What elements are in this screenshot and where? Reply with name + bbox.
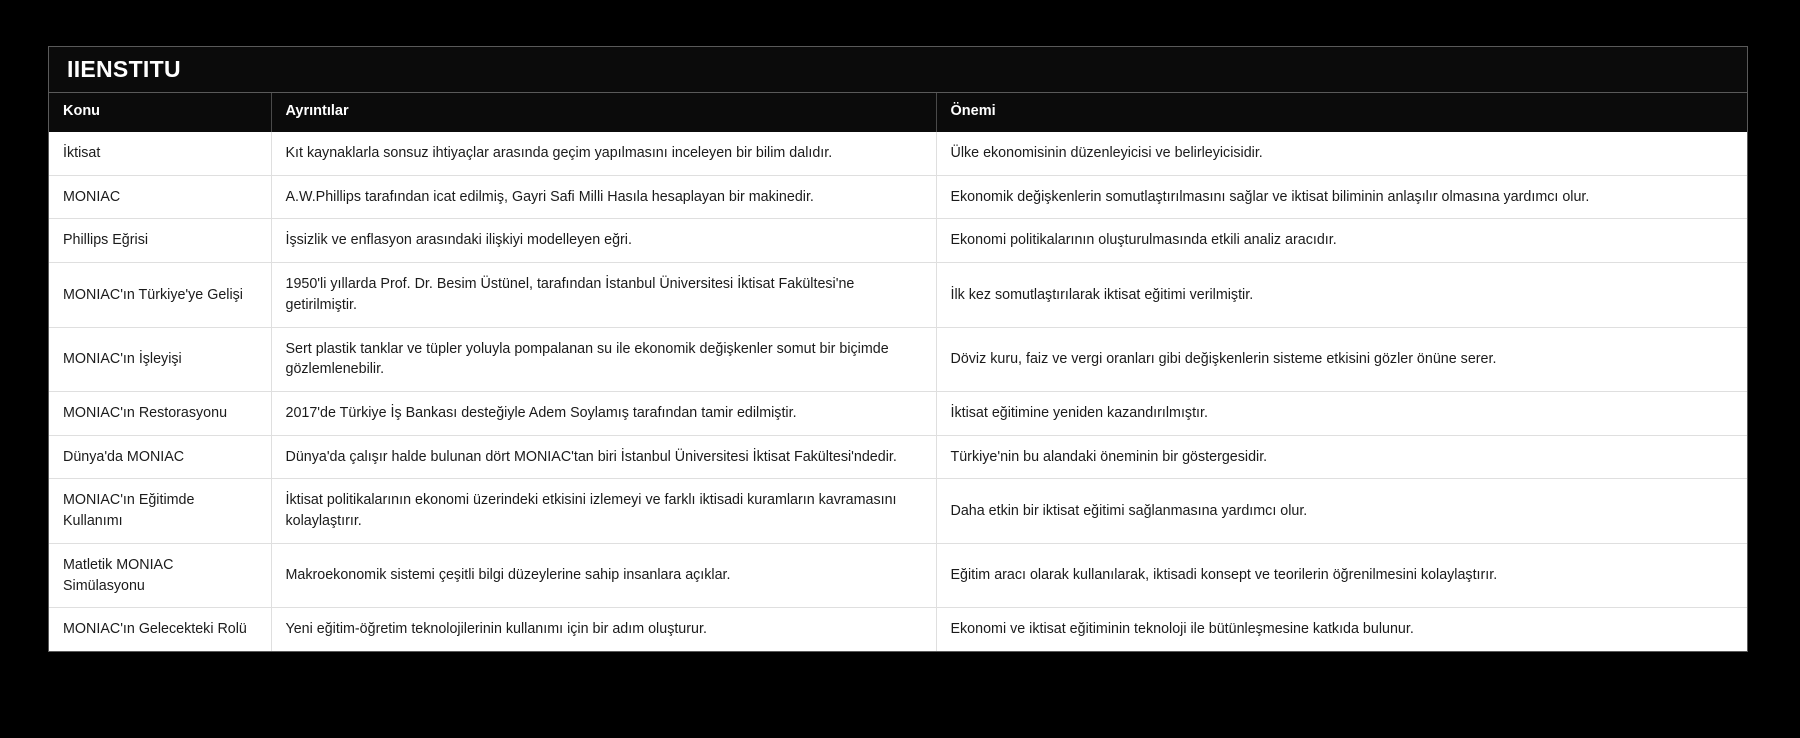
brand-header	[49, 47, 1747, 93]
cell-ayrintilar: İktisat politikalarının ekonomi üzerindeki etkisini izlemeyi ve farklı iktisadi kuramların kavramasını kolaylaştırır.	[271, 479, 936, 543]
cell-onemi: Ekonomi politikalarının oluşturulmasında etkili analiz aracıdır.	[936, 219, 1747, 263]
cell-onemi: İlk kez somutlaştırılarak iktisat eğitimi verilmiştir.	[936, 263, 1747, 327]
cell-ayrintilar: 1950'li yıllarda Prof. Dr. Besim Üstünel, tarafından İstanbul Üniversitesi İktisat Fakültesi'ne getirilmiştir.	[271, 263, 936, 327]
cell-konu: MONIAC'ın Eğitimde Kullanımı	[49, 479, 271, 543]
cell-konu: Matletik MONIAC Simülasyonu	[49, 543, 271, 607]
table-row	[49, 327, 1747, 391]
cell-onemi: Ekonomik değişkenlerin somutlaştırılmasını sağlar ve iktisat biliminin anlaşılır olmasına yardımcı olur.	[936, 175, 1747, 219]
table-header-row	[49, 93, 1747, 132]
table-row	[49, 219, 1747, 263]
cell-konu: İktisat	[49, 132, 271, 175]
cell-ayrintilar: Kıt kaynaklarla sonsuz ihtiyaçlar arasında geçim yapılmasını inceleyen bir bilim dalıdır.	[271, 132, 936, 175]
table-row	[49, 392, 1747, 436]
cell-konu: MONIAC'ın Gelecekteki Rolü	[49, 608, 271, 651]
table-row	[49, 543, 1747, 607]
cell-ayrintilar: Sert plastik tanklar ve tüpler yoluyla pompalanan su ile ekonomik değişkenler somut bir biçimde gözlemlenebilir.	[271, 327, 936, 391]
table-body	[49, 132, 1747, 651]
cell-ayrintilar: A.W.Phillips tarafından icat edilmiş, Gayri Safi Milli Hasıla hesaplayan bir makinedir.	[271, 175, 936, 219]
cell-onemi: Daha etkin bir iktisat eğitimi sağlanmasına yardımcı olur.	[936, 479, 1747, 543]
cell-konu: MONIAC'ın Restorasyonu	[49, 392, 271, 436]
cell-onemi: Ülke ekonomisinin düzenleyicisi ve belirleyicisidir.	[936, 132, 1747, 175]
cell-onemi: Ekonomi ve iktisat eğitiminin teknoloji ile bütünleşmesine katkıda bulunur.	[936, 608, 1747, 651]
cell-konu: Dünya'da MONIAC	[49, 435, 271, 479]
info-table-card	[48, 46, 1748, 652]
column-header-konu[interactable]: Konu	[49, 93, 271, 132]
cell-onemi: Döviz kuru, faiz ve vergi oranları gibi değişkenlerin sisteme etkisini gözler önüne serer.	[936, 327, 1747, 391]
cell-onemi: İktisat eğitimine yeniden kazandırılmıştır.	[936, 392, 1747, 436]
table-head	[49, 93, 1747, 132]
table-row	[49, 263, 1747, 327]
cell-konu: MONIAC'ın İşleyişi	[49, 327, 271, 391]
cell-ayrintilar: Makroekonomik sistemi çeşitli bilgi düzeylerine sahip insanlara açıklar.	[271, 543, 936, 607]
table-row	[49, 608, 1747, 651]
cell-ayrintilar: 2017'de Türkiye İş Bankası desteğiyle Adem Soylamış tarafından tamir edilmiştir.	[271, 392, 936, 436]
table-row	[49, 132, 1747, 175]
cell-ayrintilar: Yeni eğitim-öğretim teknolojilerinin kullanımı için bir adım oluşturur.	[271, 608, 936, 651]
cell-konu: MONIAC	[49, 175, 271, 219]
cell-ayrintilar: İşsizlik ve enflasyon arasındaki ilişkiyi modelleyen eğri.	[271, 219, 936, 263]
table-row	[49, 175, 1747, 219]
cell-ayrintilar: Dünya'da çalışır halde bulunan dört MONIAC'tan biri İstanbul Üniversitesi İktisat Fakültesi'ndedir.	[271, 435, 936, 479]
cell-konu: MONIAC'ın Türkiye'ye Gelişi	[49, 263, 271, 327]
info-table	[49, 93, 1747, 651]
brand-logo-text: IIENSTITU	[67, 56, 181, 82]
table-row	[49, 435, 1747, 479]
cell-konu: Phillips Eğrisi	[49, 219, 271, 263]
column-header-onemi[interactable]: Önemi	[936, 93, 1747, 132]
cell-onemi: Türkiye'nin bu alandaki öneminin bir göstergesidir.	[936, 435, 1747, 479]
column-header-ayrintilar[interactable]: Ayrıntılar	[271, 93, 936, 132]
table-row	[49, 479, 1747, 543]
cell-onemi: Eğitim aracı olarak kullanılarak, iktisadi konsept ve teorilerin öğrenilmesini kolaylaştırır.	[936, 543, 1747, 607]
